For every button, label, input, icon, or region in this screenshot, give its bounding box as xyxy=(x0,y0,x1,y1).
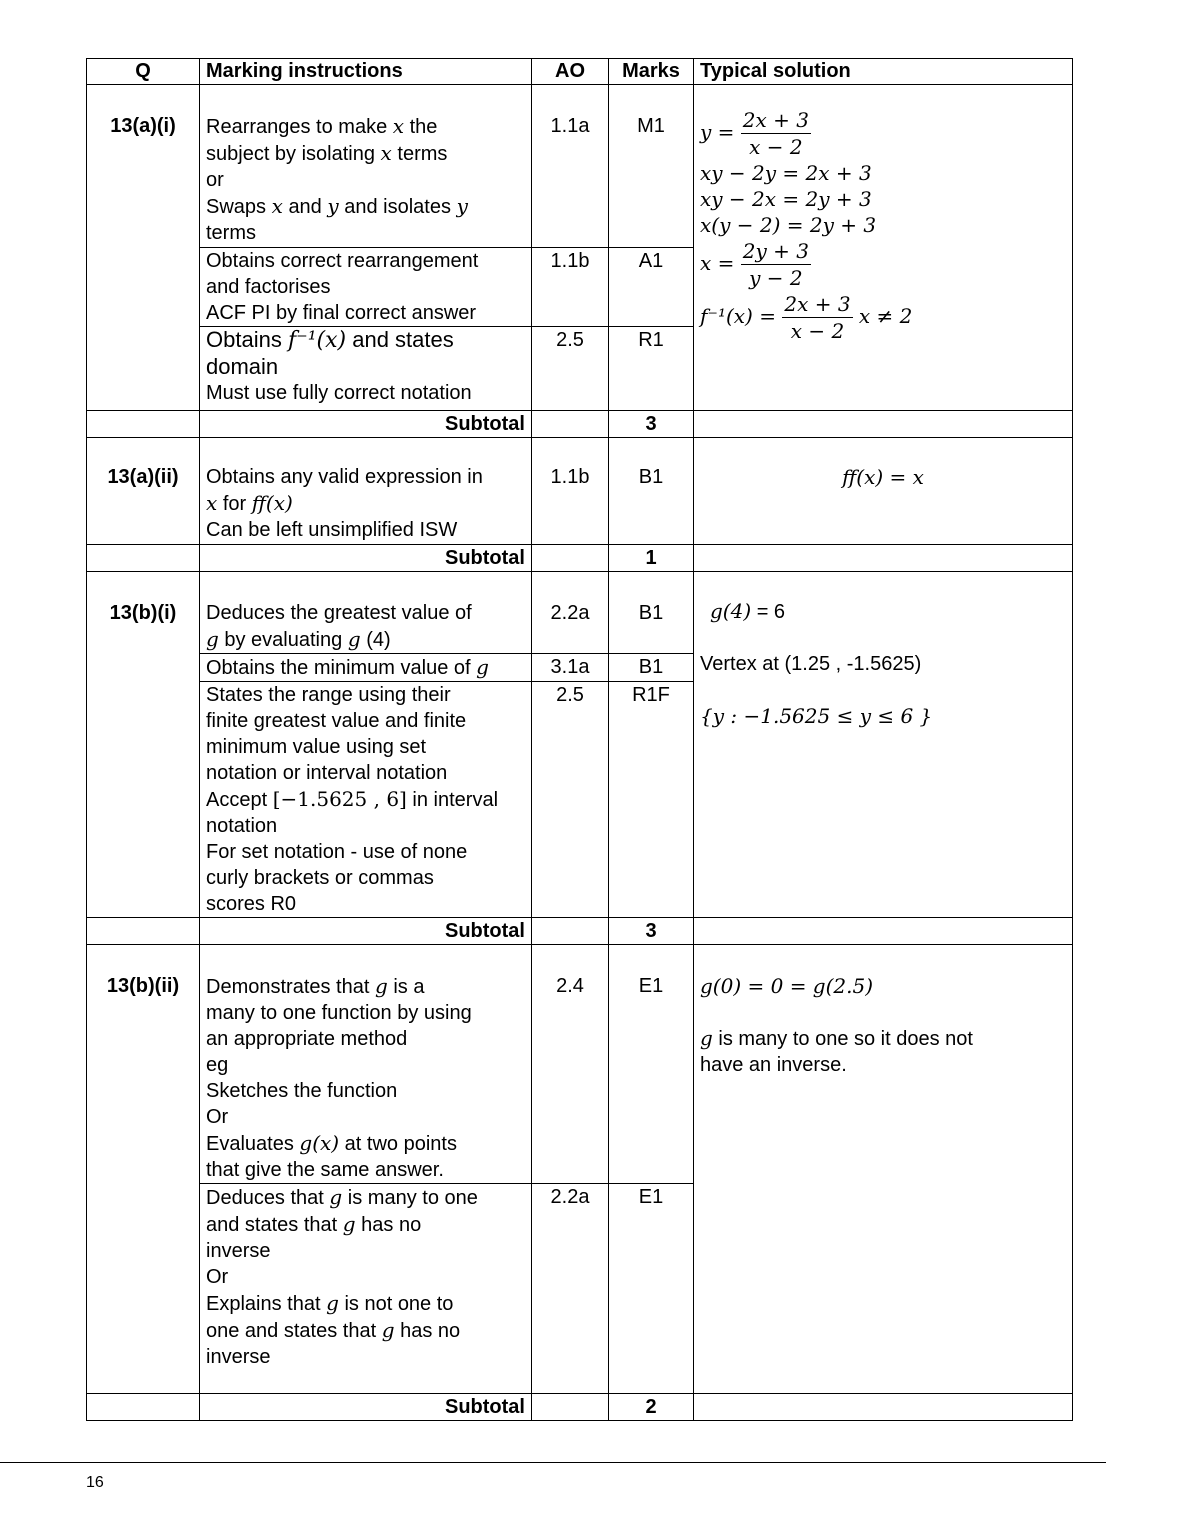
ao-cell: 3.1a xyxy=(532,654,609,682)
subtotal-label: Subtotal xyxy=(200,1394,532,1421)
instruction-cell: Demonstrates that g is a many to one function by using an appropriate method eg Sketches the function Or Evaluates g(x) at two points that give the same answer. xyxy=(200,945,532,1184)
subtotal-row xyxy=(87,411,1073,438)
mark-cell: E1 xyxy=(609,1184,694,1394)
mark-cell: B1 xyxy=(609,654,694,682)
fraction: $\frac{2x + 3}{x - 2}$ xyxy=(742,108,809,159)
ao-cell: 2.4 xyxy=(532,945,609,1184)
header-instructions: Marking instructions xyxy=(200,59,532,85)
page-number: 16 xyxy=(86,1474,104,1491)
mark-cell: B1 xyxy=(609,438,694,545)
header-solution: Typical solution xyxy=(694,59,1073,85)
ao-cell: 2.5 xyxy=(532,327,609,411)
ao-cell: 2.2a xyxy=(532,1184,609,1394)
instruction-cell: Obtains f⁻¹(x) and states domain Must use fully correct notation xyxy=(200,327,532,411)
ao-cell: 1.1b xyxy=(532,438,609,545)
subtotal-value: 1 xyxy=(609,545,694,572)
question-label: 13(b)(i) xyxy=(87,572,200,918)
question-label: 13(a)(ii) xyxy=(87,438,200,545)
question-label: 13(a)(i) xyxy=(87,85,200,411)
table-row xyxy=(87,85,1073,248)
instruction-cell: Obtains the minimum value of g xyxy=(200,654,532,682)
fraction: $\frac{2y + 3}{y - 2}$ xyxy=(742,239,809,290)
mark-cell: E1 xyxy=(609,945,694,1184)
mark-cell: M1 xyxy=(609,85,694,248)
header-q: Q xyxy=(87,59,200,85)
subtotal-label: Subtotal xyxy=(200,545,532,572)
question-label: 13(b)(ii) xyxy=(87,945,200,1394)
solution-cell: g(0) = 0 = g(2.5) g is many to one so it does not have an inverse. xyxy=(694,945,1073,1394)
mark-cell: R1 xyxy=(609,327,694,411)
solution-cell: g(4) = 6 Vertex at (1.25 , -1.5625) {y : −1.5625 ≤ y ≤ 6 } xyxy=(694,572,1073,918)
footer-divider xyxy=(0,1462,1106,1463)
mark-cell: R1F xyxy=(609,682,694,918)
solution-cell: y = $\frac{2x + 3}{x - 2}$ xy − 2y = 2x + 3 xy − 2x = 2y + 3 x(y − 2) = 2y + 3 x = $\frac{2y + 3}{y - 2}$ f⁻¹(x) = $\frac{2x + 3}{x - 2}$ x ≠ 2 xyxy=(694,85,1073,411)
solution-cell: ff(x) = x xyxy=(694,438,1073,545)
subtotal-value: 3 xyxy=(609,918,694,945)
table-row xyxy=(87,438,1073,545)
subtotal-label: Subtotal xyxy=(200,918,532,945)
ao-cell: 1.1b xyxy=(532,248,609,327)
subtotal-label: Subtotal xyxy=(200,411,532,438)
ao-cell: 1.1a xyxy=(532,85,609,248)
instruction-cell: Deduces the greatest value of g by evaluating g (4) xyxy=(200,572,532,654)
instruction-cell: States the range using their finite greatest value and finite minimum value using set notation or interval notation Accept [−1.5625 , 6] in interval notation For set notation - use of none curly brackets or commas scores R0 xyxy=(200,682,532,918)
mark-cell: B1 xyxy=(609,572,694,654)
header-ao: AO xyxy=(532,59,609,85)
subtotal-row xyxy=(87,545,1073,572)
header-row xyxy=(87,59,1073,85)
mark-scheme-table xyxy=(86,58,1073,1421)
header-marks: Marks xyxy=(609,59,694,85)
subtotal-value: 3 xyxy=(609,411,694,438)
subtotal-row xyxy=(87,1394,1073,1421)
instruction-cell: Deduces that g is many to one and states that g has no inverse Or Explains that g is not one to one and states that g has no inverse xyxy=(200,1184,532,1394)
instruction-cell: Obtains any valid expression in x for ff(x) Can be left unsimplified ISW xyxy=(200,438,532,545)
instruction-cell: Rearranges to make x the subject by isolating x terms or Swaps x and y and isolates y terms xyxy=(200,85,532,248)
table-row xyxy=(87,945,1073,1184)
instruction-cell: Obtains correct rearrangement and factorises ACF PI by final correct answer xyxy=(200,248,532,327)
ao-cell: 2.2a xyxy=(532,572,609,654)
subtotal-row xyxy=(87,918,1073,945)
subtotal-value: 2 xyxy=(609,1394,694,1421)
ao-cell: 2.5 xyxy=(532,682,609,918)
table-row xyxy=(87,572,1073,654)
fraction: $\frac{2x + 3}{x - 2}$ xyxy=(784,292,851,343)
mark-cell: A1 xyxy=(609,248,694,327)
